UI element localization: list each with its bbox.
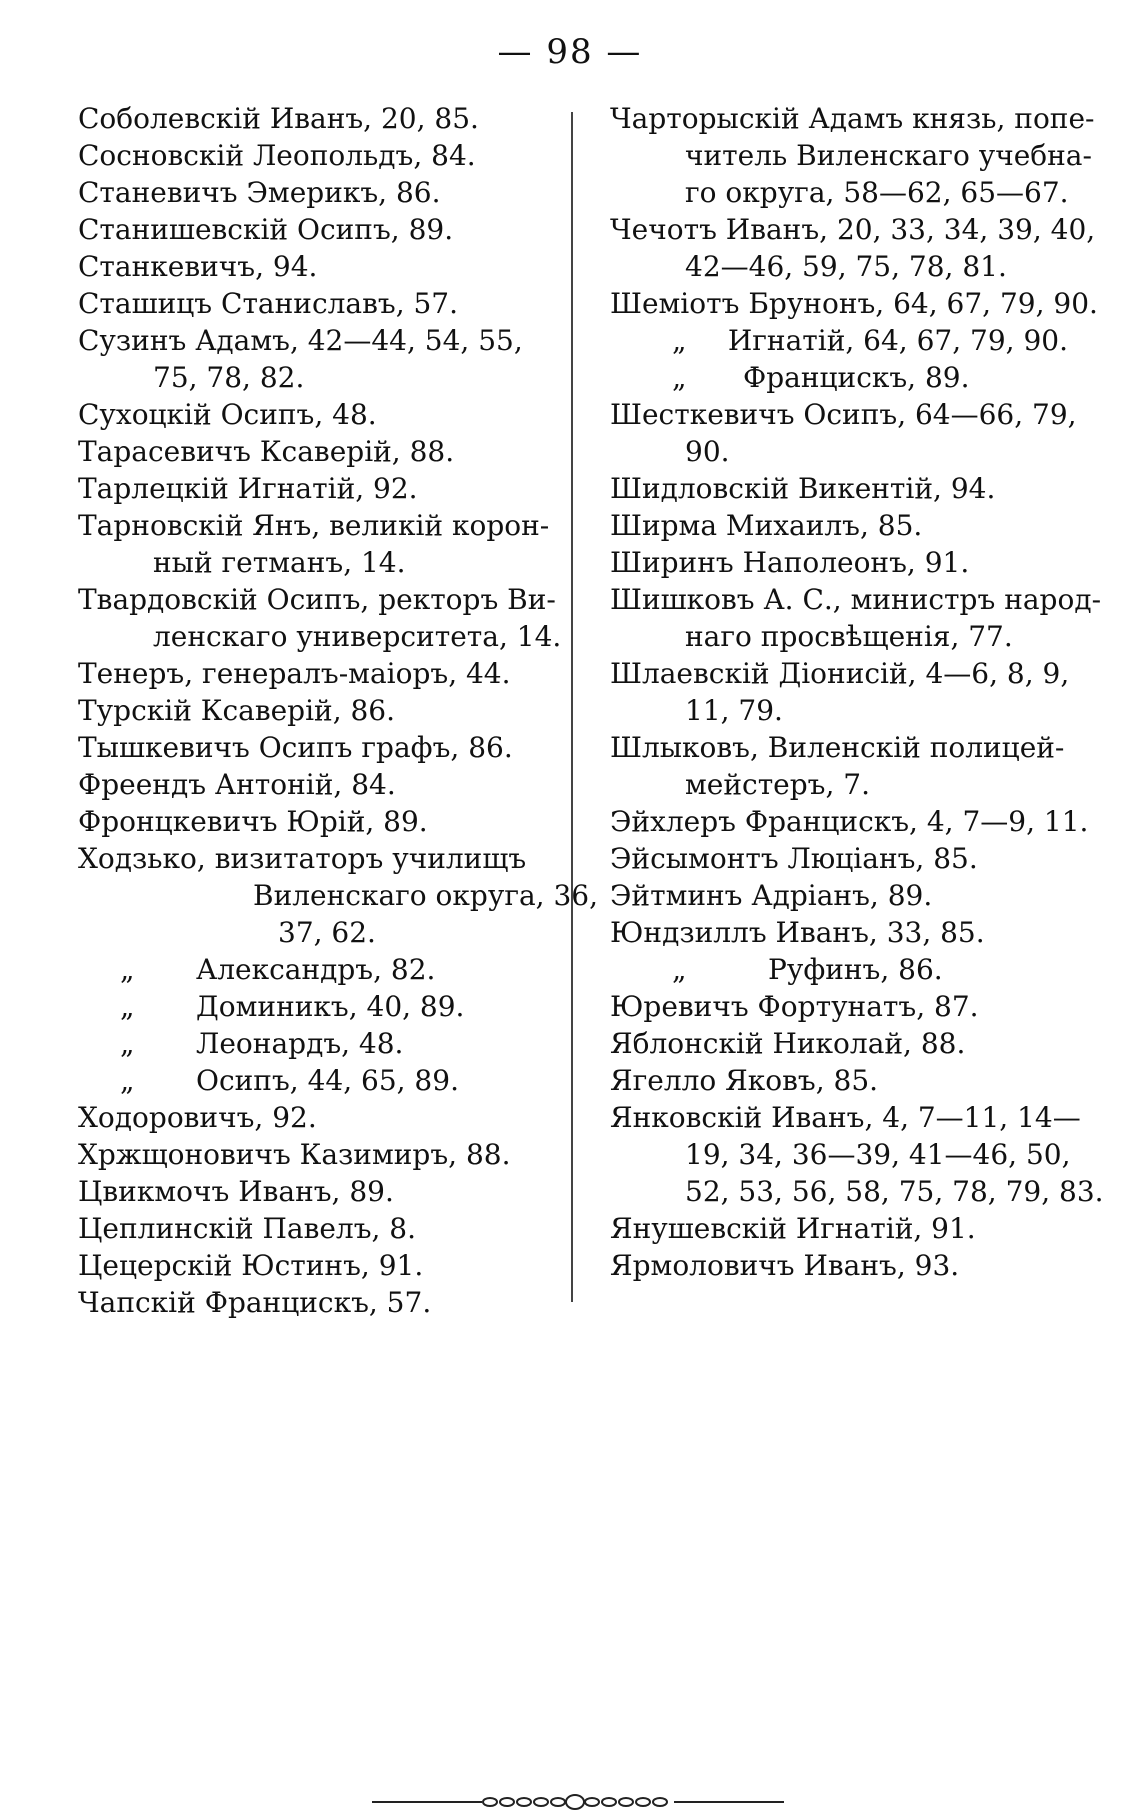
ornament-loop — [653, 1798, 667, 1806]
ditto-mark: „ — [672, 953, 687, 986]
index-entry: Цецерскій Юстинъ, 91. — [78, 1249, 424, 1282]
index-entry: Фреендъ Антоній, 84. — [78, 768, 396, 801]
index-entry — [610, 322, 1068, 359]
index-entry: Сташицъ Станиславъ, 57. — [78, 287, 459, 320]
index-entry: Эйтминъ Адріанъ, 89. — [610, 879, 933, 912]
index-entry: Тышкевичъ Осипъ графъ, 86. — [78, 731, 513, 764]
index-entry: Сосновскій Леопольдъ, 84. — [78, 139, 476, 172]
tailpiece-ornament — [372, 1792, 784, 1812]
index-entry: Тарновскій Янъ, великій корон- — [78, 509, 550, 542]
ornament-loop — [483, 1798, 497, 1806]
index-right-column — [610, 100, 1104, 1284]
index-entry: 11, 79. — [685, 694, 783, 727]
index-entry — [610, 951, 1068, 988]
index-entry-text: Игнатій, 64, 67, 79, 90. — [727, 324, 1068, 357]
ditto-mark: „ — [672, 324, 687, 357]
index-entry: Соболевскій Иванъ, 20, 85. — [78, 102, 479, 135]
index-entry: Станишевскій Осипъ, 89. — [78, 213, 454, 246]
index-entry: Юревичъ Фортунатъ, 87. — [610, 990, 979, 1023]
index-entry: 37, 62. — [278, 916, 376, 949]
index-entry: Шесткевичъ Осипъ, 64—66, 79, — [610, 398, 1077, 431]
index-entry: Фронцкевичъ Юрій, 89. — [78, 805, 428, 838]
index-entry: Чапскій Францискъ, 57. — [78, 1286, 432, 1319]
index-entry: Шлаевскій Діонисій, 4—6, 8, 9, — [610, 657, 1070, 690]
index-entry: 42—46, 59, 75, 78, 81. — [685, 250, 1007, 283]
index-entry: Тенеръ, генералъ-маіоръ, 44. — [78, 657, 511, 690]
index-entry-text: Руфинъ, 86. — [768, 953, 943, 986]
index-entry: Шлыковъ, Виленскій полицей- — [610, 731, 1065, 764]
index-entry: Ширинъ Наполеонъ, 91. — [610, 546, 970, 579]
index-entry: 90. — [685, 435, 730, 468]
index-entry: мейстеръ, 7. — [685, 768, 871, 801]
index-entry: ленскаго университета, 14. — [153, 620, 562, 653]
index-entry: Сузинъ Адамъ, 42—44, 54, 55, — [78, 324, 523, 357]
ornament-loop — [636, 1798, 650, 1806]
index-entry: Шидловскій Викентій, 94. — [610, 472, 996, 505]
ditto-mark: „ — [672, 361, 687, 394]
index-entry: Эйсымонтъ Люціанъ, 85. — [610, 842, 978, 875]
column-divider — [571, 112, 573, 1302]
index-entry: Станевичъ Эмерикъ, 86. — [78, 176, 441, 209]
index-entry: Турскій Ксаверій, 86. — [78, 694, 396, 727]
index-entry: 75, 78, 82. — [153, 361, 305, 394]
ornament-loop — [500, 1798, 514, 1806]
index-entry: 52, 53, 56, 58, 75, 78, 79, 83. — [685, 1175, 1104, 1208]
index-entry: Юндзиллъ Иванъ, 33, 85. — [610, 916, 985, 949]
page-number: — 98 — — [497, 32, 643, 72]
index-entry-text: Францискъ, 89. — [743, 361, 970, 394]
ornament-loop — [619, 1798, 633, 1806]
index-entry: Эйхлеръ Францискъ, 4, 7—9, 11. — [610, 805, 1089, 838]
ditto-mark: „ — [120, 1064, 135, 1097]
index-entry: Виленскаго округа, 36, — [253, 879, 599, 912]
ornament-loop — [534, 1798, 548, 1806]
index-entry: Станкевичъ, 94. — [78, 250, 318, 283]
ornament-loop — [517, 1798, 531, 1806]
index-entry: Цеплинскій Павелъ, 8. — [78, 1212, 417, 1245]
index-entry: Сухоцкій Осипъ, 48. — [78, 398, 377, 431]
index-entry: Янушевскій Игнатій, 91. — [610, 1212, 976, 1245]
index-entry: Ходоровичъ, 92. — [78, 1101, 317, 1134]
index-entry: Шишковъ А. С., министръ народ- — [610, 583, 1102, 616]
index-entry-text: Александръ, 82. — [196, 953, 436, 986]
index-entry: Ширма Михаилъ, 85. — [610, 509, 923, 542]
ornament-loop — [551, 1798, 565, 1806]
index-entry — [78, 988, 540, 1025]
index-entry: читель Виленскаго учебна- — [685, 139, 1092, 172]
ditto-mark: „ — [120, 953, 135, 986]
index-entry: Чечотъ Иванъ, 20, 33, 34, 39, 40, — [610, 213, 1096, 246]
index-entry: Цвикмочъ Иванъ, 89. — [78, 1175, 394, 1208]
index-entry: Чарторыскій Адамъ князь, попе- — [610, 102, 1095, 135]
index-left-column — [78, 100, 599, 1321]
ornament-loop — [602, 1798, 616, 1806]
index-entry — [610, 359, 1068, 396]
index-entry: Яблонскій Николай, 88. — [610, 1027, 966, 1060]
ditto-mark: „ — [120, 990, 135, 1023]
index-entry: Ягелло Яковъ, 85. — [610, 1064, 879, 1097]
index-entry: Ярмоловичъ Иванъ, 93. — [610, 1249, 960, 1282]
index-entry: Шеміотъ Брунонъ, 64, 67, 79, 90. — [610, 287, 1098, 320]
index-entry-text: Леонардъ, 48. — [196, 1027, 404, 1060]
index-entry: го округа, 58—62, 65—67. — [685, 176, 1069, 209]
index-entry-text: Доминикъ, 40, 89. — [196, 990, 465, 1023]
index-entry: Ходзько, визитаторъ училищъ — [78, 842, 527, 875]
index-entry: Янковскій Иванъ, 4, 7—11, 14— — [610, 1101, 1081, 1134]
index-entry: Хржщоновичъ Казимиръ, 88. — [78, 1138, 511, 1171]
index-entry — [78, 1062, 540, 1099]
index-entry — [78, 1025, 540, 1062]
index-entry-text: Осипъ, 44, 65, 89. — [196, 1064, 459, 1097]
ornament-loop — [566, 1795, 584, 1809]
index-entry: Тарлецкій Игнатій, 92. — [78, 472, 418, 505]
index-entry — [78, 951, 540, 988]
index-entry: наго просвѣщенія, 77. — [685, 620, 1013, 653]
ornament-loop — [585, 1798, 599, 1806]
index-entry: 19, 34, 36—39, 41—46, 50, — [685, 1138, 1071, 1171]
index-entry: Тарасевичъ Ксаверій, 88. — [78, 435, 455, 468]
index-entry: ный гетманъ, 14. — [153, 546, 406, 579]
index-entry: Твардовскій Осипъ, ректоръ Ви- — [78, 583, 556, 616]
ditto-mark: „ — [120, 1027, 135, 1060]
